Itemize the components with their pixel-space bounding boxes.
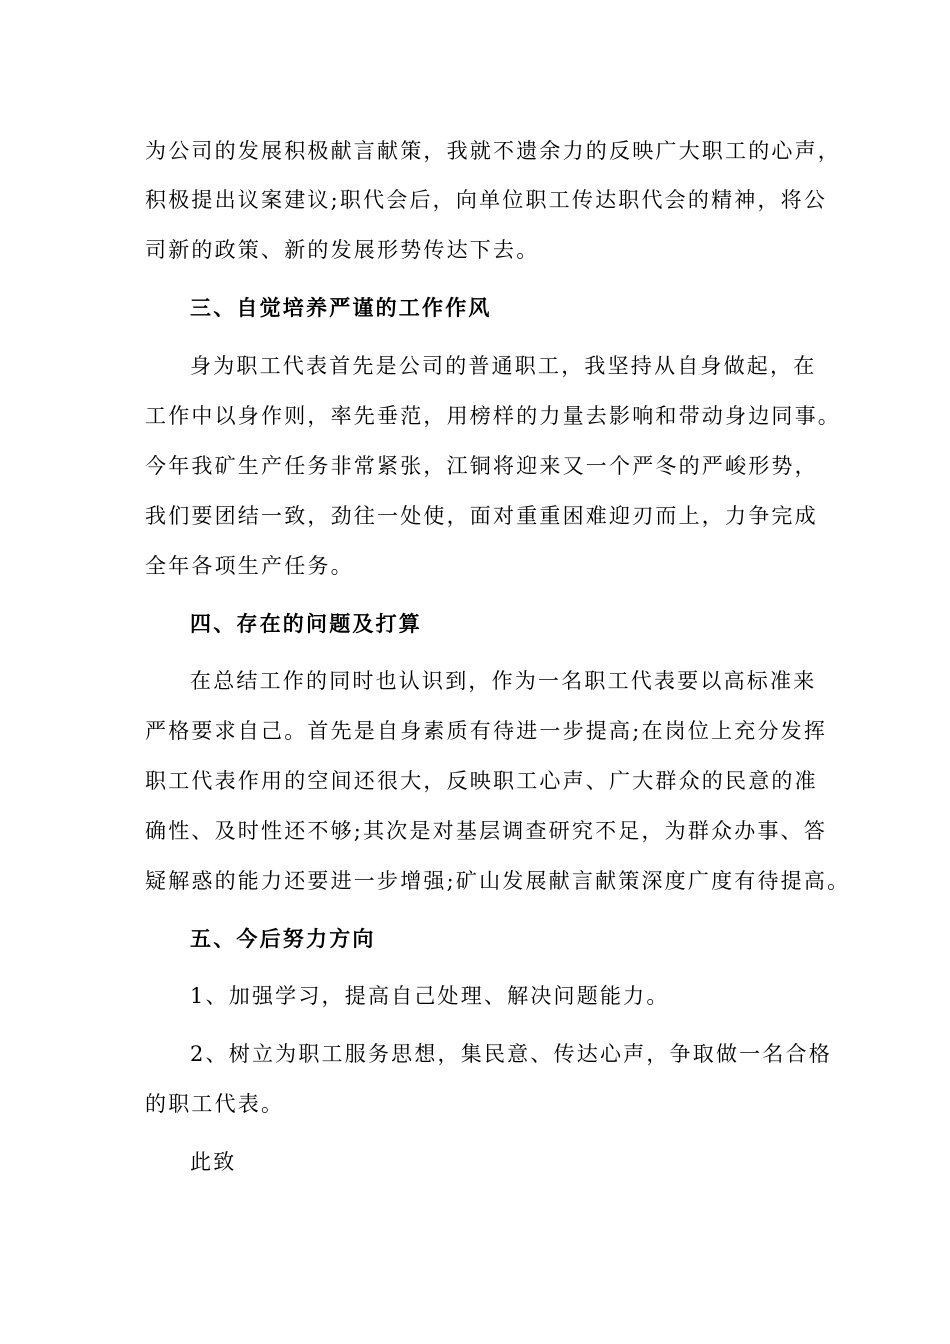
paragraph-line: 积极提出议案建议;职代会后，向单位职工传达职代会的精神，将公 <box>145 188 828 212</box>
paragraph-line: 身为职工代表首先是公司的普通职工，我坚持从自身做起，在 <box>190 354 817 378</box>
section-heading-5: 五、今后努力方向 <box>190 926 376 951</box>
paragraph-line: 在总结工作的同时也认识到，作为一名职工代表要以高标准来 <box>190 669 817 693</box>
paragraph-line: 确性、及时性还不够;其次是对基层调查研究不足，为群众办事、答 <box>145 819 828 843</box>
paragraph-line: 司新的政策、新的发展形势传达下去。 <box>145 238 540 262</box>
paragraph-line: 全年各项生产任务。 <box>145 554 354 578</box>
paragraph-line: 我们要团结一致，劲往一处使，面对重重困难迎刃而上，力争完成 <box>145 504 818 528</box>
section-heading-4: 四、存在的问题及打算 <box>190 611 422 636</box>
paragraph-line: 疑解惑的能力还要进一步增强;矿山发展献言献策深度广度有待提高。 <box>145 869 851 893</box>
list-item-2: 2、树立为职工服务思想，集民意、传达心声，争取做一名合格 <box>190 1042 832 1066</box>
paragraph-line: 严格要求自己。首先是自身素质有待进一步提高;在岗位上充分发挥 <box>145 719 828 743</box>
paragraph-line: 职工代表作用的空间还很大，反映职工心声、广大群众的民意的准 <box>145 769 818 793</box>
paragraph-line: 为公司的发展积极献言献策，我就不遗余力的反映广大职工的心声， <box>145 139 841 163</box>
closing-salutation: 此致 <box>190 1150 237 1174</box>
paragraph-line: 今年我矿生产任务非常紧张，江铜将迎来又一个严冬的严峻形势， <box>145 454 818 478</box>
section-heading-3: 三、自觉培养严谨的工作作风 <box>190 295 492 320</box>
list-item-1: 1、加强学习，提高自己处理、解决问题能力。 <box>190 984 670 1008</box>
paragraph-line: 工作中以身作则，率先垂范，用榜样的力量去影响和带动身边同事。 <box>145 404 841 428</box>
paragraph-line: 的职工代表。 <box>145 1092 285 1116</box>
